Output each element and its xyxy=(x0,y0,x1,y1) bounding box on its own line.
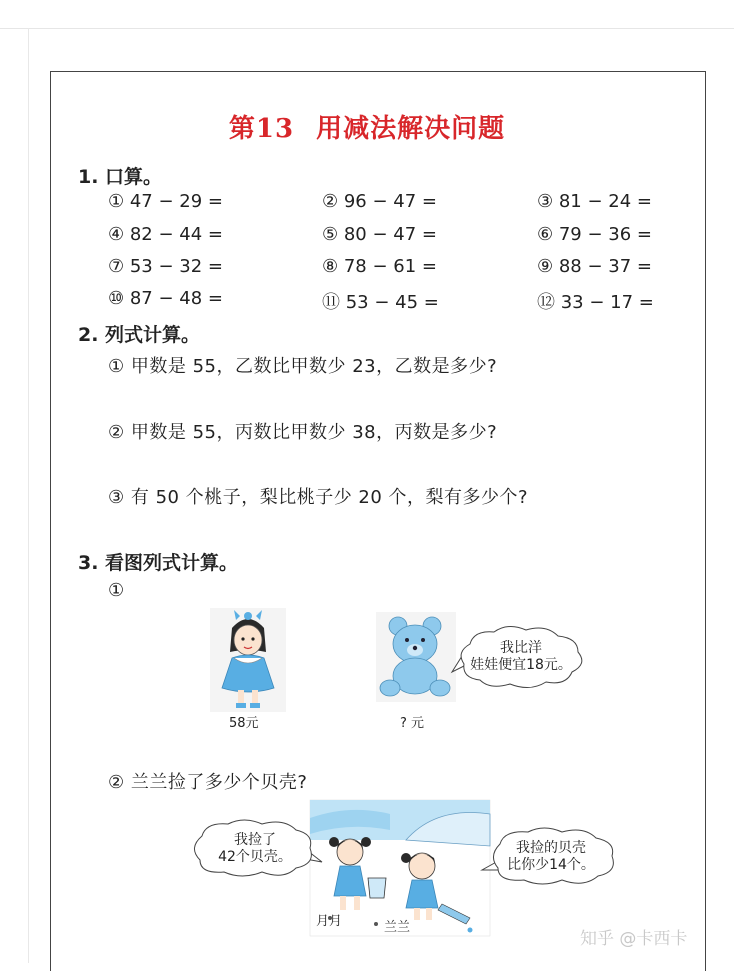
calc-7: ⑦ 53 − 32 = xyxy=(108,256,223,277)
calc-2: ② 96 − 47 = xyxy=(322,191,437,212)
lesson-number: 第13 xyxy=(228,114,295,144)
word-problem-2: ② 甲数是 55，丙数比甲数少 38，丙数是多少? xyxy=(108,422,498,443)
calc-8: ⑧ 78 − 61 = xyxy=(322,256,437,277)
right-bubble-line-2: 比你少14个。 xyxy=(507,857,595,873)
bear-bubble-text xyxy=(458,640,584,674)
calc-3: ③ 81 − 24 = xyxy=(537,191,652,212)
calc-5: ⑤ 80 − 47 = xyxy=(322,224,437,245)
section-2-heading: 2. 列式计算。 xyxy=(78,324,201,346)
section-3-heading: 3. 看图列式计算。 xyxy=(78,552,239,574)
calc-1: ① 47 − 29 = xyxy=(108,191,223,212)
left-bubble-text xyxy=(196,832,314,866)
word-problem-1: ① 甲数是 55，乙数比甲数少 23，乙数是多少? xyxy=(108,356,498,377)
calc-4: ④ 82 − 44 = xyxy=(108,224,223,245)
bear-bubble-line-1: 我比洋 xyxy=(500,640,542,656)
right-bubble-text xyxy=(486,840,616,874)
page-left-rule xyxy=(28,28,29,963)
doll-illustration xyxy=(210,608,286,712)
calc-6: ⑥ 79 − 36 = xyxy=(537,224,652,245)
left-bubble-line-2: 42个贝壳。 xyxy=(218,849,292,865)
calc-9: ⑨ 88 − 37 = xyxy=(537,256,652,277)
bear-bubble-line-2: 娃娃便宜18元。 xyxy=(470,657,572,673)
page-top-rule xyxy=(0,28,734,29)
right-bubble-line-1: 我捡的贝壳 xyxy=(516,840,586,856)
word-problem-3: ③ 有 50 个桃子，梨比桃子少 20 个，梨有多少个? xyxy=(108,487,529,508)
teddy-bear-illustration xyxy=(376,612,456,702)
name-lanlan: 兰兰 xyxy=(384,920,411,935)
lesson-topic: 用减法解决问题 xyxy=(316,114,506,144)
doll-price: 58元 xyxy=(229,716,259,731)
calc-12: ⑫ 33 − 17 = xyxy=(537,292,654,313)
calc-11: ⑪ 53 − 45 = xyxy=(322,292,439,313)
calc-10: ⑩ 87 − 48 = xyxy=(108,288,223,309)
left-bubble-line-1: 我捡了 xyxy=(234,832,276,848)
shell-question: ② 兰兰捡了多少个贝壳? xyxy=(108,772,308,793)
part-1-marker: ① xyxy=(108,580,125,601)
page-title xyxy=(0,108,734,145)
name-yueyue: 月月 xyxy=(316,914,343,929)
zhihu-watermark: 知乎 @卡西卡 xyxy=(580,929,688,949)
bear-price: ? 元 xyxy=(400,716,425,731)
section-1-heading: 1. 口算。 xyxy=(78,166,163,188)
